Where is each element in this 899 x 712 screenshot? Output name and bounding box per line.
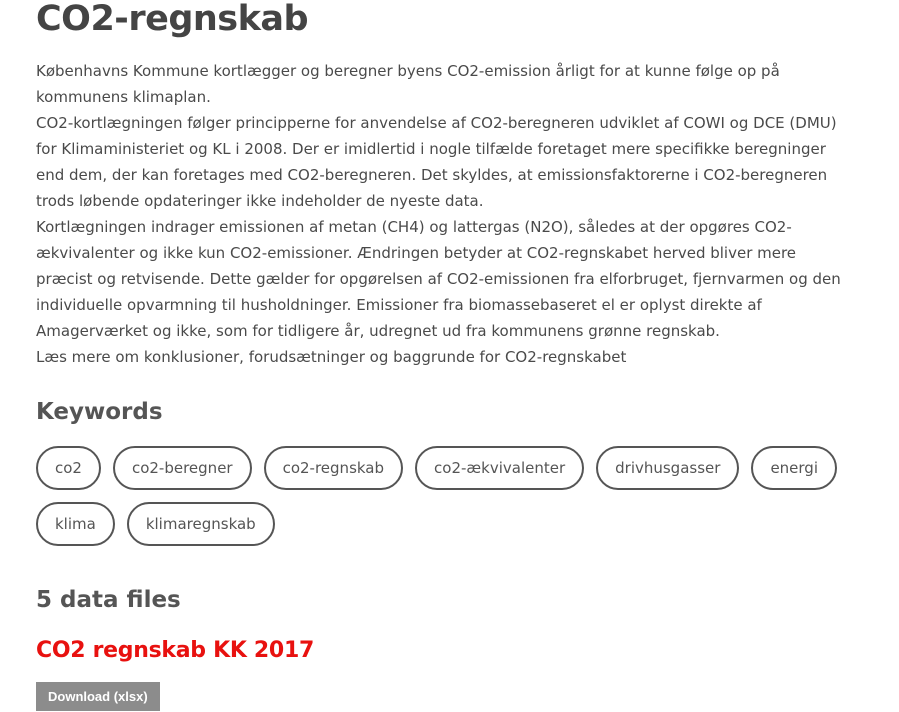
keyword-tag-drivhusgasser[interactable]: drivhusgasser: [596, 446, 739, 490]
keyword-tag-klimaregnskab[interactable]: klimaregnskab: [127, 502, 275, 546]
description-paragraph: Kortlægningen indrager emissionen af metan (CH4) og lattergas (N2O), således at der opgøres CO2-ækvivalenter og ikke kun CO2-emissioner. Ændringen betyder at CO2-regnskabet herved bliver mere præcist og retvisende. Dette gælder for opgørelsen af CO2-emissionen fra elforbruget, fjernvarmen og den individuelle opvarmning til husholdninger. Emissioner fra biomassebaseret el er oplyst direkte af Amagerværket og ikke, som for tidligere år, udregnet ud fra kommunens grønne regnskab.: [36, 218, 841, 340]
keywords-heading: Keywords: [36, 399, 163, 425]
description-paragraph: Læs mere om konklusioner, forudsætninger og baggrunde for CO2-regnskabet: [36, 348, 627, 366]
keyword-tag-co2-regnskab[interactable]: co2-regnskab: [264, 446, 403, 490]
keyword-tag-co2-aekvivalenter[interactable]: co2-ækvivalenter: [415, 446, 584, 490]
description-paragraph: CO2-kortlægningen følger principperne for anvendelse af CO2-beregneren udviklet af COWI og DCE (DMU) for Klimaministeriet og KL i 2008. Der er imidlertid i nogle tilfælde foretaget mere specifikke beregninger end dem, der kan foretages med CO2-beregneren. Det skyldes, at emissionsfaktorerne i CO2-beregneren trods løbende opdateringer ikke indeholder de nyeste data.: [36, 114, 837, 210]
keyword-tag-list: [36, 446, 856, 546]
download-button[interactable]: Download (xlsx): [36, 682, 160, 711]
keyword-tag-co2-beregner[interactable]: co2-beregner: [113, 446, 252, 490]
data-file-title-link[interactable]: CO2 regnskab KK 2017: [36, 638, 314, 663]
data-files-heading: 5 data files: [36, 587, 181, 613]
description-paragraph: Københavns Kommune kortlægger og beregner byens CO2-emission årligt for at kunne følge op på kommunens klimaplan.: [36, 62, 780, 106]
dataset-description: [36, 58, 842, 370]
keyword-tag-klima[interactable]: klima: [36, 502, 115, 546]
keyword-tag-co2[interactable]: co2: [36, 446, 101, 490]
page-title: CO2-regnskab: [36, 0, 309, 39]
keyword-tag-energi[interactable]: energi: [751, 446, 837, 490]
